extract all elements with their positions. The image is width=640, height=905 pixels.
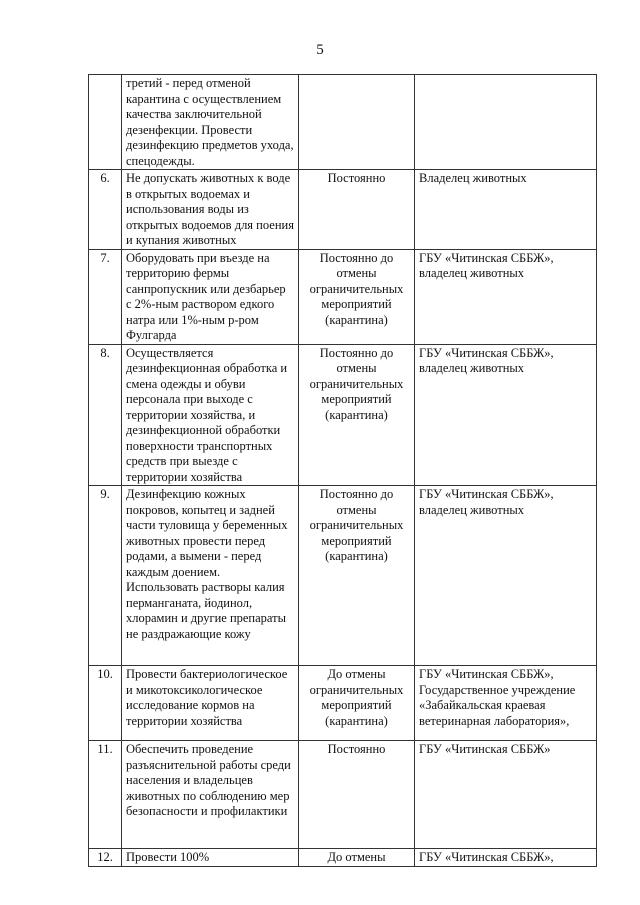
table-row <box>89 170 597 250</box>
term-text: Постоянно до отмены ограничительных мероприятий (карантина) <box>299 344 415 486</box>
row-number: 9. <box>89 486 122 666</box>
responsible-text <box>415 75 597 170</box>
responsible-text: ГБУ «Читинская СББЖ», Государственное учреждение «Забайкальская краевая ветеринарная лаборатория», <box>415 666 597 741</box>
term-text: Постоянно <box>299 170 415 250</box>
responsible-text: ГБУ «Читинская СББЖ», владелец животных <box>415 249 597 344</box>
term-text: Постоянно до отмены ограничительных мероприятий (карантина) <box>299 486 415 666</box>
row-number: 11. <box>89 741 122 849</box>
measures-table <box>88 74 597 867</box>
measure-text: Обеспечить проведение разъяснительной работы среди населения и владельцев животных по соблюдению мер безопасности и профилактики <box>122 741 299 849</box>
table-row <box>89 666 597 741</box>
term-text <box>299 75 415 170</box>
responsible-text: Владелец животных <box>415 170 597 250</box>
measure-text: третий - перед отменой карантина с осуществлением качества заключительной дезенфекции. Провести дезинфекцию предметов ухода, спецодежды. <box>122 75 299 170</box>
measure-text: Не допускать животных к воде в открытых водоемах и использования воды из открытых водоемов для поения и купания животных <box>122 170 299 250</box>
row-number: 8. <box>89 344 122 486</box>
row-number: 6. <box>89 170 122 250</box>
term-text: До отмены <box>299 849 415 867</box>
page-number: 5 <box>316 42 324 58</box>
table-row <box>89 486 597 666</box>
table-row <box>89 849 597 867</box>
table-row <box>89 741 597 849</box>
measure-text: Провести бактериологическое и микотоксикологическое исследование кормов на территории хозяйства <box>122 666 299 741</box>
table-row <box>89 249 597 344</box>
term-text: Постоянно <box>299 741 415 849</box>
measure-text: Дезинфекцию кожных покровов, копытец и задней части туловища у беременных животных провести перед родами, а вымени - перед каждым доением. Использовать растворы калия перманганата, йодинол, хлорамин и другие препараты не раздражающие кожу <box>122 486 299 666</box>
responsible-text: ГБУ «Читинская СББЖ» <box>415 741 597 849</box>
measure-text: Провести 100% <box>122 849 299 867</box>
row-number: 10. <box>89 666 122 741</box>
table-row <box>89 75 597 170</box>
responsible-text: ГБУ «Читинская СББЖ», владелец животных <box>415 486 597 666</box>
row-number <box>89 75 122 170</box>
term-text: До отмены ограничительных мероприятий (карантина) <box>299 666 415 741</box>
row-number: 7. <box>89 249 122 344</box>
responsible-text: ГБУ «Читинская СББЖ», <box>415 849 597 867</box>
term-text: Постоянно до отмены ограничительных мероприятий (карантина) <box>299 249 415 344</box>
table-row <box>89 344 597 486</box>
measure-text: Осуществляется дезинфекционная обработка и смена одежды и обуви персонала при выходе с территории хозяйства, и дезинфекционной обработки поверхности транспортных средств при выезде с территории хозяйства <box>122 344 299 486</box>
row-number: 12. <box>89 849 122 867</box>
measure-text: Оборудовать при въезде на территорию фермы санпропускник или дезбарьер с 2%-ным раствором едкого натра или 1%-ным р-ром Фулгарда <box>122 249 299 344</box>
responsible-text: ГБУ «Читинская СББЖ», владелец животных <box>415 344 597 486</box>
